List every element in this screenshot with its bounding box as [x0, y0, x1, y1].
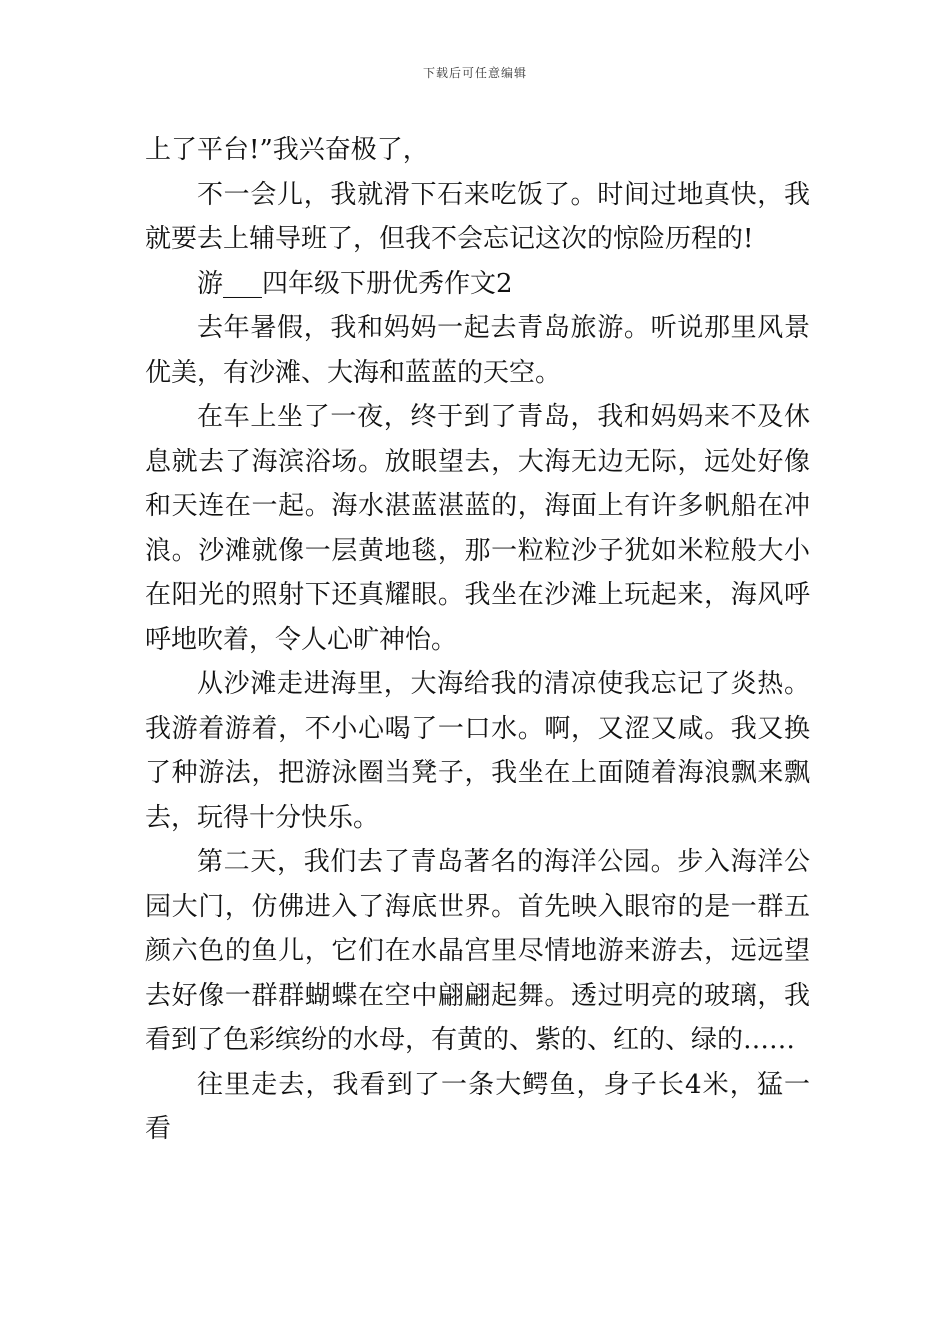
- paragraph: 往里走去，我看到了一条大鳄鱼，身子长4米，猛一看: [145, 1069, 810, 1144]
- paragraph: 不一会儿，我就滑下石来吃饭了。时间过地真快，我就要去上辅导班了，但我不会忘记这次的惊险历程的!: [145, 179, 810, 254]
- paragraph: 在车上坐了一夜，终于到了青岛，我和妈妈来不及休息就去了海滨浴场。放眼望去，大海无边无际，远处好像和天连在一起。海水湛蓝湛蓝的，海面上有许多帆船在冲浪。沙滩就像一层黄地毯，那一粒粒沙子犹如米粒般大小在阳光的照射下还真耀眼。我坐在沙滩上玩起来，海风呼呼地吹着，令人心旷神怡。: [145, 402, 810, 655]
- essay-body: [145, 128, 810, 1152]
- section-title: 游___四年级下册优秀作文2: [197, 268, 513, 299]
- page-header: 下载后可任意编辑: [422, 66, 527, 80]
- paragraph: 上了平台!”我兴奋极了，: [145, 135, 429, 165]
- paragraph: 第二天，我们去了青岛著名的海洋公园。步入海洋公园大门，仿佛进入了海底世界。首先映入眼帘的是一群五颜六色的鱼儿，它们在水晶宫里尽情地游来游去，远远望去好像一群群蝴蝶在空中翩翩起舞。透过明亮的玻璃，我看到了色彩缤纷的水母，有黄的、紫的、红的、绿的……: [145, 847, 810, 1055]
- paragraph: 去年暑假，我和妈妈一起去青岛旅游。听说那里风景优美，有沙滩、大海和蓝蓝的天空。: [145, 313, 810, 388]
- paragraph: 从沙滩走进海里，大海给我的清凉使我忘记了炎热。我游着游着，不小心喝了一口水。啊，又涩又咸。我又换了种游法，把游泳圈当凳子，我坐在上面随着海浪飘来飘去，玩得十分快乐。: [145, 669, 810, 833]
